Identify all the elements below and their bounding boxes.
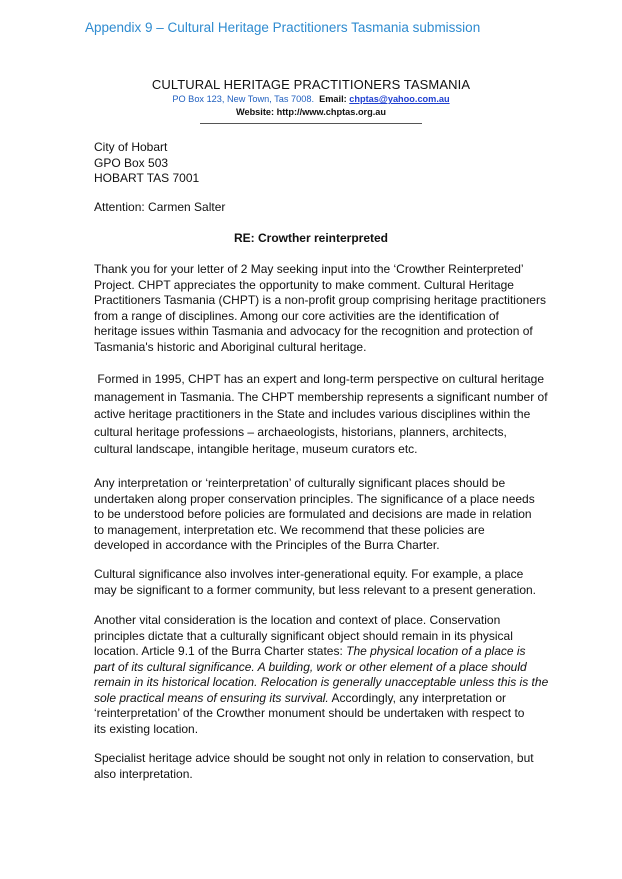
paragraph-intro (94, 262, 546, 355)
burra-quote: The physical location of a place is (346, 644, 526, 658)
appendix-title: Appendix 9 – Cultural Heritage Practitioners Tasmania submission (85, 20, 481, 35)
text-line: management in Tasmania. The CHPT membership represents a significant number of (94, 389, 548, 404)
text-line: also interpretation. (94, 766, 193, 781)
org-name: CULTURAL HERITAGE PRACTITIONERS TASMANIA (151, 77, 471, 92)
text-line: undertaken along proper conservation principles. The significance of a place needs (94, 491, 535, 506)
text-line: from a range of disciplines. Among our core activities are the identification of (94, 308, 499, 323)
burra-quote: sole practical means of ensuring its survival. (94, 690, 329, 705)
postal-address: PO Box 123, New Town, Tas 7008 (172, 94, 312, 104)
text-run: location. Article 9.1 of the Burra Charter states: (94, 644, 347, 658)
subject-heading: RE: Crowther reinterpreted (233, 231, 389, 245)
paragraph-location (94, 613, 549, 737)
recipient-line: GPO Box 503 (94, 156, 169, 170)
text-run: Accordingly, any interpretation or (328, 690, 506, 705)
text-line: to management, interpretation etc. We recommend that these policies are (94, 522, 485, 537)
text-line: principles dictate that a culturally significant object should remain in its physical (94, 628, 513, 643)
text-line: Practitioners Tasmania (CHPT) is a non-profit group comprising heritage practitioners (94, 293, 546, 307)
text-line: active heritage practitioners in the State and includes various disciplines within the (94, 407, 531, 422)
recipient-line: HOBART TAS 7001 (94, 171, 200, 185)
text-line: to be understood before policies are formulated and decisions are made in relation (94, 507, 532, 521)
paragraph-significance (94, 567, 534, 598)
text-line: Any interpretation or ‘reinterpretation’ of culturally significant places should be (94, 476, 506, 490)
website-line: Website: http://www.chptas.org.au (235, 107, 387, 117)
text-line: Cultural significance also involves inter-generational equity. For example, a place (94, 567, 524, 581)
paragraph-advice (94, 751, 534, 782)
burra-quote: remain in its historical location. Relocation is generally unacceptable unless this is the (94, 675, 549, 689)
text-line: Specialist heritage advice should be sought not only in relation to conservation, but (94, 751, 534, 765)
text-line: cultural landscape, intangible heritage, museum curators etc. (94, 442, 418, 457)
text-line (94, 675, 549, 691)
text-line: its existing location. (94, 721, 199, 736)
text-line: heritage issues within Tasmania and advocacy for the recognition and protection of (94, 324, 533, 338)
burra-quote: part of its cultural significance. A building, work or other element of a place should (94, 659, 527, 674)
text-line: Another vital consideration is the location and context of place. Conservation (94, 613, 501, 627)
text-line: Project. CHPT appreciates the opportunity to make comment. Cultural Heritage (94, 277, 514, 292)
letterhead-divider (200, 123, 422, 124)
paragraph-conservation (94, 476, 534, 554)
text-line: Formed in 1995, CHPT has an expert and long-term perspective on cultural heritage (94, 372, 545, 386)
text-line: cultural heritage professions – archaeologists, historians, planners, architects, (94, 424, 507, 439)
paragraph-history (94, 371, 548, 459)
text-line: may be significant to a former community, but less relevant to a present generation. (94, 582, 536, 597)
text-line: Thank you for your letter of 2 May seeking input into the ‘Crowther Reinterpreted’ (94, 262, 524, 276)
text-line: Tasmania's historic and Aboriginal cultural heritage. (94, 339, 367, 354)
text-line: developed in accordance with the Principles of the Burra Charter. (94, 538, 440, 552)
org-contact-line: PO Box 123, New Town, Tas 7008. Email: chptas@yahoo.com.au (172, 94, 450, 104)
recipient-line: City of Hobart (94, 140, 168, 154)
email-label: Email: (319, 94, 347, 104)
email-link[interactable]: chptas@yahoo.com.au (349, 94, 450, 104)
text-line: ‘reinterpretation’ of the Crowther monument should be undertaken with respect to (94, 706, 525, 720)
text-line (94, 644, 534, 660)
attention-line: Attention: Carmen Salter (94, 200, 226, 214)
text-line (94, 691, 534, 707)
text-line (94, 660, 534, 676)
